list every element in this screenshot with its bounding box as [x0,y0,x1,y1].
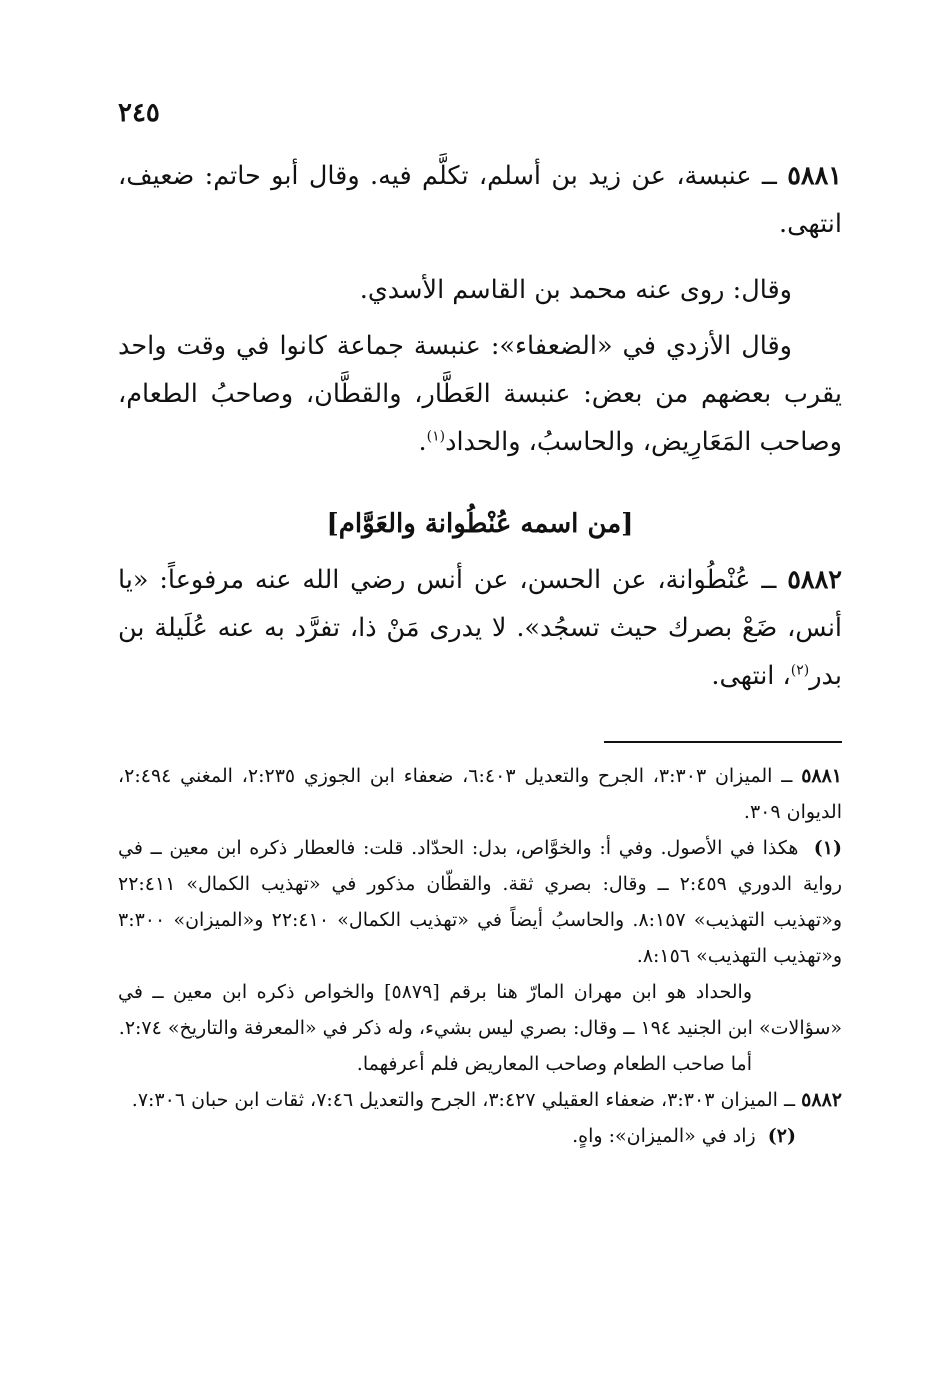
footnote-number: ٥٨٨٢ [801,1089,842,1111]
footnotes [118,758,842,1154]
footnote-ref: (٢) [790,662,810,679]
footnote-text: ــ الميزان ٣:٣٠٣، ضعفاء العقيلي ٣:٤٢٧، الجرح والتعديل ٧:٤٦، ثقات ابن حبان ٧:٣٠٦. [131,1089,796,1111]
footnote-text: زاد في «الميزان»: واهٍ. [572,1125,756,1147]
footnote-5882 [118,1082,842,1118]
page-number: ٢٤٥ [118,98,160,128]
footnote-number: (١) [813,837,842,859]
entry-number: ٥٨٨٢ [787,565,842,595]
footnote-5881 [118,758,842,830]
entry-text: ــ عنبسة، عن زيد بن أسلم، تكلَّم فيه. وقال أبو حاتم: ضعيف، انتهى. [118,161,842,239]
main-text [118,152,842,700]
footnote-2 [118,1118,842,1154]
paragraph: وقال الأزدي في «الضعفاء»: عنبسة جماعة كانوا في وقت واحد يقرب بعضهم من بعض: عنبسة العَطَّار، والقطَّان، وصاحبُ الطعام، وصاحب المَعَارِيض، والحاسبُ، والحداد$^{(١)}$. [118,331,842,457]
entry-text: ــ عُنْطُوانة، عن الحسن، عن أنس رضي الله عنه مرفوعاً: «يا أنس، ضَعْ بصرك حيث تسجُد». لا يدرى مَنْ ذا، تفرَّد به عنه عُلَيلة بن بدر [118,565,842,691]
entry-5882: ٥٨٨٢ ــ عُنْطُوانة، عن الحسن، عن أنس رضي الله عنه مرفوعاً: «يا أنس، ضَعْ بصرك حيث تسجُد». لا يدرى مَنْ ذا، تفرَّد به عنه عُلَيلة بن بدر$^{(٢)}$، انتهى. [118,565,842,691]
paragraph: وقال: روى عنه محمد بن القاسم الأسدي. [359,275,792,305]
footnote-ref: (١) [426,428,446,445]
section-heading: [من اسمه عُنْطُوانة والعَوَّام] [326,509,634,539]
footnote-1-continued: والحداد هو ابن مهران المارّ هنا برقم [٥٨٧٩] والخواص ذكره ابن معين ــ في «سؤالات» ابن الجنيد ١٩٤ ــ وقال: بصري ليس بشيء، وله ذكر في «المعرفة والتاريخ» ٢:٧٤. [118,981,842,1039]
entry-number: ٥٨٨١ [787,161,842,191]
paragraph-text: وقال الأزدي في «الضعفاء»: عنبسة جماعة كانوا في وقت واحد يقرب بعضهم من بعض: عنبسة العَطَّار، والقطَّان، وصاحبُ الطعام، وصاحب المَعَارِيض، والحاسبُ، والحداد [118,331,842,457]
footnote-text: هكذا في الأصول. وفي أ: والخوَّاص، بدل: الحدّاد. قلت: فالعطار ذكره ابن معين ــ في رواية الدوري ٢:٤٥٩ ــ وقال: بصري ثقة. والقطّان مذكور في «تهذيب الكمال» ٢٢:٤١١ و«تهذيب التهذيب» ٨:١٥٧. والحاسبُ أيضاً في «تهذيب الكمال» ٢٢:٤١٠ و«الميزان» ٣:٣٠٠ و«تهذيب التهذيب» ٨:١٥٦. [118,837,842,967]
footnote-1 [118,830,842,974]
footnote-divider [604,741,842,743]
footnote-number: (٢) [767,1125,796,1147]
entry-5881 [118,152,842,248]
footnote-number: ٥٨٨١ [801,765,843,787]
footnote-1-continued: أما صاحب الطعام وصاحب المعاريض فلم أعرفهما. [356,1053,752,1075]
footnote-text: ــ الميزان ٣:٣٠٣، الجرح والتعديل ٦:٤٠٣، ضعفاء ابن الجوزي ٢:٢٣٥، المغني ٢:٤٩٤، الديوان ٣٠٩. [118,765,842,823]
